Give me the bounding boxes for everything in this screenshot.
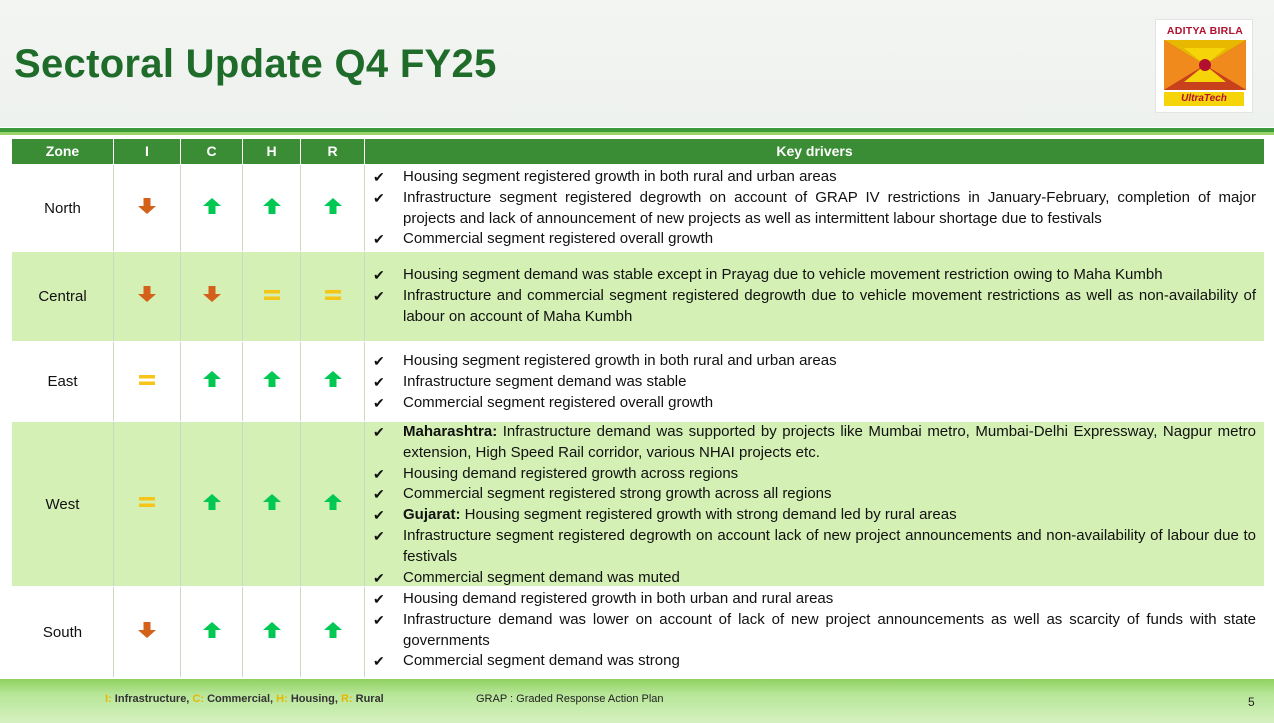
checkmark-icon: ✔ [373, 231, 385, 248]
rural-indicator-cell [301, 252, 365, 341]
table-row [12, 165, 1264, 251]
table-row [12, 587, 1264, 677]
key-drivers-cell [365, 252, 1264, 341]
housing-indicator-cell [243, 165, 301, 251]
legend-label: Commercial, [204, 693, 277, 705]
driver-item [373, 351, 1256, 372]
rural-indicator-cell [301, 165, 365, 251]
driver-text: Infrastructure demand was supported by projects like Mumbai metro, Mumbai-Delhi Expressway, Nagpur metro extension, High Speed Rail corridor, various NHAI projects etc. [403, 423, 1256, 461]
housing-indicator-cell [243, 252, 301, 341]
arrow-down-icon [138, 198, 156, 219]
equal-icon [325, 288, 341, 306]
page-number: 5 [1248, 695, 1255, 709]
zone-label: North [12, 165, 114, 251]
checkmark-icon: ✔ [373, 267, 385, 283]
checkmark-icon: ✔ [373, 507, 385, 524]
driver-region-label: Maharashtra: [403, 423, 498, 440]
arrow-up-icon [324, 371, 342, 392]
table-row [12, 342, 1264, 421]
driver-text: Housing demand registered growth across regions [403, 464, 739, 482]
rural-indicator-cell [301, 587, 365, 677]
checkmark-icon: ✔ [373, 353, 385, 369]
driver-item [373, 188, 1256, 230]
company-logo [1155, 19, 1253, 113]
header-divider-accent [0, 132, 1274, 135]
arrow-up-icon [263, 494, 281, 515]
checkmark-icon: ✔ [373, 486, 385, 503]
logo-sun-icon [1164, 40, 1246, 90]
checkmark-icon: ✔ [373, 424, 385, 440]
driver-text: Infrastructure demand was lower on account of lack of new project announcements as well as scarcity of funds with state governments [403, 610, 1256, 649]
driver-item [373, 422, 1256, 464]
arrow-up-icon [263, 198, 281, 219]
zone-label: East [12, 342, 114, 421]
infrastructure-indicator-cell [114, 252, 181, 341]
commercial-indicator-cell [181, 342, 243, 421]
driver-item [373, 610, 1256, 652]
driver-text: Commercial segment demand was muted [403, 568, 680, 586]
header-zone: Zone [12, 139, 114, 164]
checkmark-icon: ✔ [373, 189, 385, 206]
driver-item [373, 568, 1256, 589]
driver-text: Housing demand registered growth in both urban and rural areas [403, 590, 834, 607]
arrow-down-icon [203, 286, 221, 307]
zone-label: South [12, 587, 114, 677]
commercial-indicator-cell [181, 422, 243, 586]
arrow-up-icon [203, 371, 221, 392]
arrow-up-icon [203, 494, 221, 515]
header-rural: R [301, 139, 365, 164]
legend-key: C: [192, 693, 205, 705]
driver-item [373, 505, 1256, 526]
key-drivers-cell [365, 342, 1264, 421]
infrastructure-indicator-cell [114, 165, 181, 251]
driver-text: Infrastructure segment demand was stable [403, 372, 687, 390]
driver-text: Infrastructure and commercial segment registered degrowth due to vehicle movement restrictions as well as non-availability of labour on account of Maha Kumbh [403, 286, 1256, 325]
driver-item [373, 464, 1256, 485]
checkmark-icon: ✔ [373, 611, 385, 628]
arrow-up-icon [324, 622, 342, 643]
key-drivers-cell [365, 165, 1264, 251]
commercial-indicator-cell [181, 587, 243, 677]
checkmark-icon: ✔ [373, 465, 385, 482]
arrow-up-icon [263, 371, 281, 392]
driver-item [373, 526, 1256, 568]
table-row [12, 252, 1264, 341]
legend-key: R: [340, 693, 353, 705]
driver-item [373, 484, 1256, 505]
driver-item [373, 286, 1256, 328]
header-commercial: C [181, 139, 243, 164]
driver-text: Housing segment registered growth in both rural and urban areas [403, 168, 837, 185]
grap-note: GRAP : Graded Response Action Plan [476, 693, 664, 705]
legend-label: Rural [352, 693, 384, 705]
driver-text: Infrastructure segment registered degrowth on account lack of new project announcements and non-availability of labour due to festivals [403, 526, 1256, 565]
equal-icon [139, 495, 155, 513]
key-drivers-cell [365, 587, 1264, 677]
driver-text: Commercial segment registered strong growth across all regions [403, 485, 832, 503]
infrastructure-indicator-cell [114, 587, 181, 677]
arrow-up-icon [203, 622, 221, 643]
driver-item [373, 393, 1256, 414]
driver-text: Infrastructure segment registered degrowth on account of GRAP IV restrictions in January-February, completion of major projects and lack of announcement of new projects as well as intermittent labour shortage due to festivals [403, 188, 1256, 227]
commercial-indicator-cell [181, 165, 243, 251]
checkmark-icon: ✔ [373, 373, 385, 390]
table-row [12, 422, 1264, 586]
legend-key: I: [105, 693, 112, 705]
footer-legend [105, 693, 384, 705]
driver-region-label: Gujarat: [403, 506, 461, 524]
rural-indicator-cell [301, 422, 365, 586]
driver-item [373, 651, 1256, 672]
logo-brand-text: ADITYA BIRLA [1166, 25, 1244, 37]
housing-indicator-cell [243, 587, 301, 677]
equal-icon [139, 373, 155, 391]
legend-label: Infrastructure, [111, 693, 193, 705]
driver-item [373, 265, 1256, 286]
arrow-down-icon [138, 286, 156, 307]
page-title: Sectoral Update Q4 FY25 [14, 42, 497, 86]
housing-indicator-cell [243, 422, 301, 586]
legend-key: H: [276, 693, 288, 705]
housing-indicator-cell [243, 342, 301, 421]
arrow-up-icon [324, 494, 342, 515]
driver-text: Commercial segment registered overall growth [403, 393, 714, 411]
arrow-up-icon [324, 198, 342, 219]
driver-text: Commercial segment registered overall growth [403, 230, 714, 248]
arrow-up-icon [263, 622, 281, 643]
commercial-indicator-cell [181, 252, 243, 341]
driver-text: Housing segment registered growth in both rural and urban areas [403, 352, 837, 369]
rural-indicator-cell [301, 342, 365, 421]
legend-label: Housing, [287, 693, 341, 705]
header-housing: H [243, 139, 301, 164]
header-infrastructure: I [114, 139, 181, 164]
zone-label: West [12, 422, 114, 586]
arrow-up-icon [203, 198, 221, 219]
infrastructure-indicator-cell [114, 342, 181, 421]
driver-item [373, 229, 1256, 250]
equal-icon [264, 288, 280, 306]
driver-text: Commercial segment demand was strong [403, 652, 680, 670]
header-key-drivers: Key drivers [776, 143, 853, 159]
checkmark-icon: ✔ [373, 394, 385, 411]
driver-item [373, 589, 1256, 610]
driver-text: Housing segment registered growth with strong demand led by rural areas [460, 506, 957, 524]
key-drivers-cell [365, 422, 1264, 586]
checkmark-icon: ✔ [373, 169, 385, 185]
driver-item [373, 167, 1256, 188]
zone-label: Central [12, 252, 114, 341]
checkmark-icon: ✔ [373, 653, 385, 670]
checkmark-icon: ✔ [373, 569, 385, 586]
arrow-down-icon [138, 622, 156, 643]
checkmark-icon: ✔ [373, 527, 385, 544]
driver-item [373, 372, 1256, 393]
table-header-row [12, 139, 1264, 164]
checkmark-icon: ✔ [373, 591, 385, 607]
infrastructure-indicator-cell [114, 422, 181, 586]
driver-text: Housing segment demand was stable except in Prayag due to vehicle movement restriction owing to Maha Kumbh [403, 266, 1163, 283]
logo-product-tag: UltraTech [1164, 92, 1244, 106]
checkmark-icon: ✔ [373, 287, 385, 304]
